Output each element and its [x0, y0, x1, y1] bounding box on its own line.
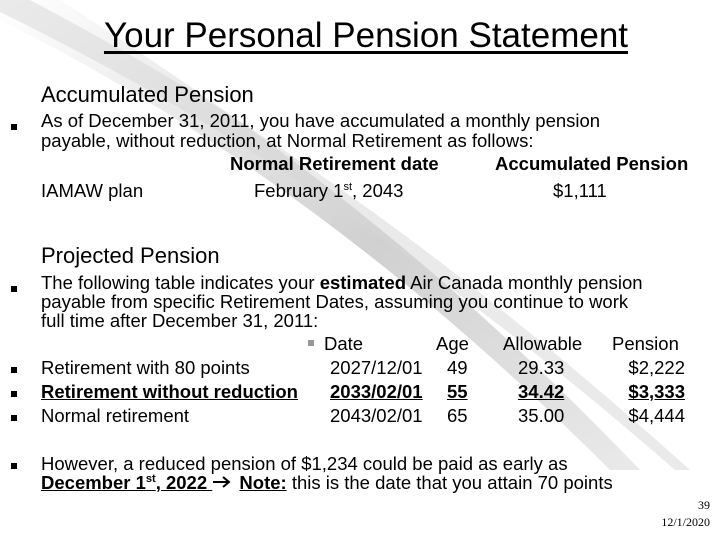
bullet-marker — [11, 391, 17, 397]
row-date: 2043/02/01 — [330, 405, 423, 426]
projected-heading: Projected Pension — [41, 243, 220, 268]
row-age: 49 — [447, 357, 468, 378]
header-allowable: Allowable — [503, 333, 583, 354]
accumulated-amount: $1,111 — [553, 180, 607, 201]
bullet-marker — [11, 463, 17, 469]
row-date: 2033/02/01 — [330, 381, 423, 402]
col-accumulated-pension: Accumulated Pension — [495, 153, 689, 174]
right-arrow-icon — [212, 472, 234, 494]
page-number: 39 — [698, 498, 710, 512]
row-pension: $4,444 — [628, 405, 685, 426]
note-line1: However, a reduced pension of $1,234 could be paid as early as — [41, 453, 568, 474]
row-label: Normal retirement — [41, 405, 190, 426]
header-date: Date — [324, 333, 364, 354]
bullet-marker — [11, 124, 17, 130]
footer-date: 12/1/2020 — [661, 515, 710, 529]
row-allowable: 29.33 — [518, 357, 565, 378]
slide-title: Your Personal Pension Statement — [103, 16, 629, 55]
row-label: Retirement without reduction — [41, 381, 298, 402]
bullet-marker — [308, 340, 314, 346]
accumulated-intro-line1: As of December 31, 2011, you have accumulated a monthly pension — [41, 110, 601, 131]
header-pension: Pension — [612, 333, 679, 354]
row-age: 65 — [447, 405, 468, 426]
plan-name: IAMAW plan — [41, 180, 144, 201]
projected-intro-line2: payable from specific Retirement Dates, assuming you continue to work — [41, 291, 629, 312]
col-normal-retirement-date: Normal Retirement date — [230, 153, 439, 174]
note-line2: December 1st, 2022 Note: this is the date that you attain 70 points — [41, 472, 613, 493]
header-age: Age — [436, 333, 469, 354]
bullet-marker — [11, 367, 17, 373]
row-date: 2027/12/01 — [330, 357, 423, 378]
projected-intro-line3: full time after December 31, 2011: — [41, 310, 319, 331]
projected-intro-line1: The following table indicates your estimated Air Canada monthly pension — [41, 272, 643, 293]
normal-retirement-date: February 1st, 2043 — [254, 180, 404, 201]
accumulated-intro-line2: payable, without reduction, at Normal Retirement as follows: — [41, 130, 534, 151]
row-allowable: 34.42 — [518, 381, 565, 402]
row-pension: $2,222 — [628, 357, 685, 378]
accumulated-heading: Accumulated Pension — [41, 82, 254, 107]
bullet-marker — [11, 286, 17, 292]
bullet-marker — [11, 415, 17, 421]
row-age: 55 — [447, 381, 468, 402]
row-allowable: 35.00 — [518, 405, 565, 426]
row-pension: $3,333 — [628, 381, 685, 402]
row-label: Retirement with 80 points — [41, 357, 250, 378]
